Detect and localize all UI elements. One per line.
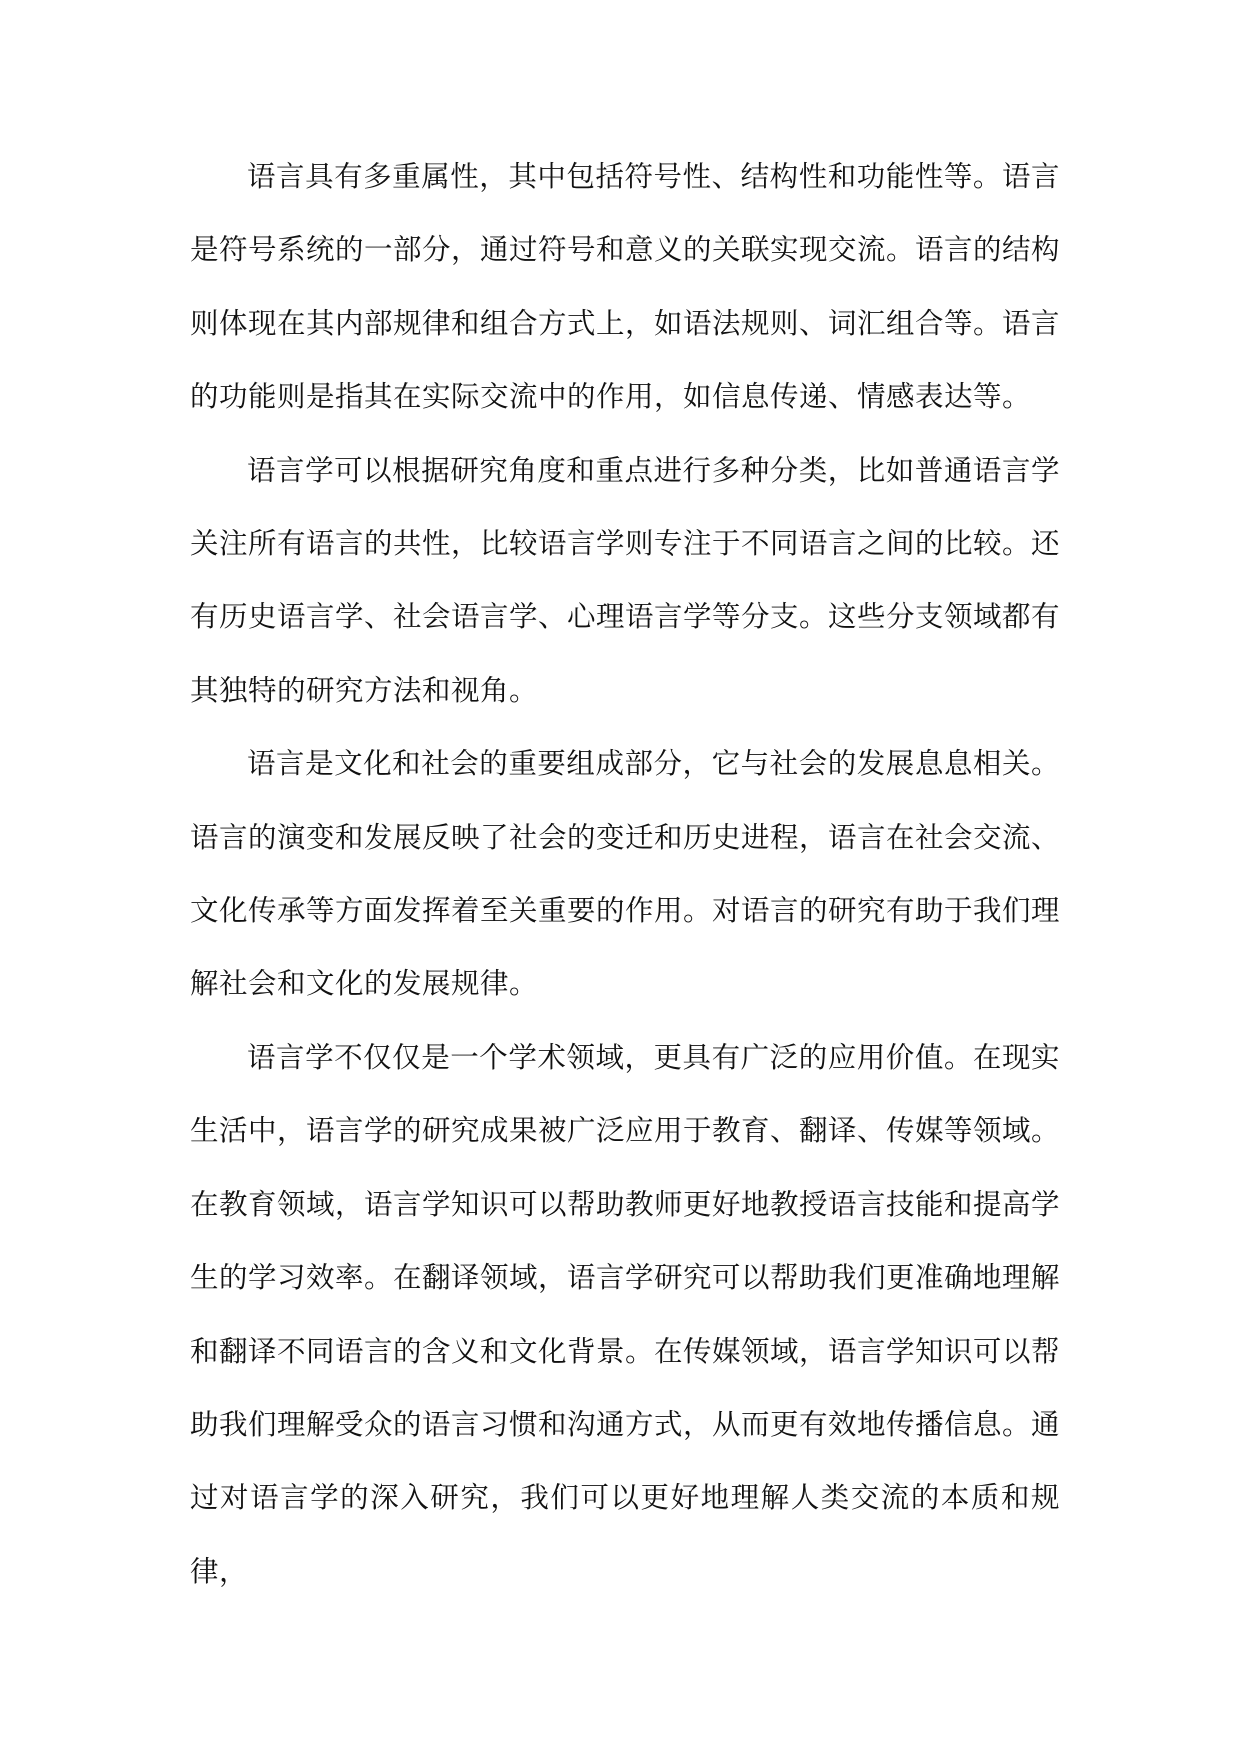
paragraph-linguistics-branches: 语言学可以根据研究角度和重点进行多种分类，比如普通语言学关注所有语言的共性，比较语言学则专注于不同语言之间的比较。还有历史语言学、社会语言学、心理语言学等分支。这些分支领域都有其独特的研究方法和视角。 bbox=[190, 453, 1061, 707]
paragraph-language-properties: 语言具有多重属性，其中包括符号性、结构性和功能性等。语言是符号系统的一部分，通过符号和意义的关联实现交流。语言的结构则体现在其内部规律和组合方式上，如语法规则、词汇组合等。语言的功能则是指其在实际交流中的作用，如信息传递、情感表达等。 bbox=[190, 160, 1061, 414]
paragraph-applied-linguistics: 语言学不仅仅是一个学术领域，更具有广泛的应用价值。在现实生活中，语言学的研究成果被广泛应用于教育、翻译、传媒等领域。在教育领域，语言学知识可以帮助教师更好地教授语言技能和提高学生的学习效率。在翻译领域，语言学研究可以帮助我们更准确地理解和翻译不同语言的含义和文化背景。在传媒领域，语言学知识可以帮助我们理解受众的语言习惯和沟通方式，从而更有效地传播信息。通过对语言学的深入研究，我们可以更好地理解人类交流的本质和规律， bbox=[190, 1040, 1061, 1588]
paragraph-language-and-society: 语言是文化和社会的重要组成部分，它与社会的发展息息相关。语言的演变和发展反映了社会的变迁和历史进程，语言在社会交流、文化传承等方面发挥着至关重要的作用。对语言的研究有助于我们理解社会和文化的发展规律。 bbox=[190, 747, 1061, 1001]
document-body bbox=[190, 140, 1060, 1608]
